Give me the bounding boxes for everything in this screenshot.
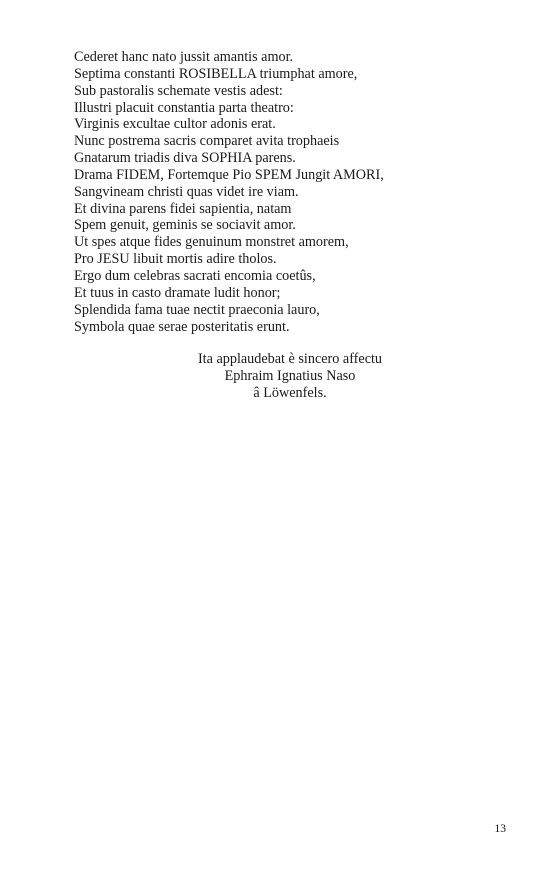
poem-line: Septima constanti ROSIBELLA triumphat amore, (74, 65, 358, 82)
poem-line: Illustri placuit constantia parta theatro: (74, 99, 294, 116)
poem-line: Symbola quae serae posteritatis erunt. (74, 318, 290, 335)
poem-line: Ut spes atque fides genuinum monstret amorem, (74, 234, 349, 251)
poem-line: Spem genuit, geminis se sociavit amor. (74, 217, 296, 234)
poem-line: Cederet hanc nato jussit amantis amor. (74, 49, 294, 65)
poem-line: Nunc postrema sacris comparet avita trophaeis (74, 133, 340, 150)
poem-text (74, 49, 494, 335)
signature-author-origin: â Löwenfels. (253, 385, 327, 401)
poem-line: Sangvineam christi quas videt ire viam. (74, 183, 299, 200)
poem-line: Virginis excultae cultor adonis erat. (74, 116, 276, 133)
page-number: 13 (494, 823, 506, 835)
poem-line: Et tuus in casto dramate ludit honor; (74, 284, 281, 301)
poem-line: Sub pastoralis schemate vestis adest: (74, 82, 283, 99)
poem-line: Drama FIDEM, Fortemque Pio SPEM Jungit AMORI, (74, 166, 384, 183)
poem-line: Gnatarum triadis diva SOPHIA parens. (74, 150, 296, 167)
poem-line: Pro JESU libuit mortis adire tholos. (74, 251, 277, 268)
poem-line: Ergo dum celebras sacrati encomia coetûs, (74, 267, 316, 284)
poem-line: Et divina parens fidei sapientia, natam (74, 200, 292, 217)
signature-author-name: Ephraim Ignatius Naso (224, 368, 356, 384)
signature-dedication: Ita applaudebat è sincero affectu (197, 351, 383, 367)
signature-block (80, 351, 500, 402)
poem-line: Splendida fama tuae nectit praeconia lauro, (74, 301, 320, 318)
